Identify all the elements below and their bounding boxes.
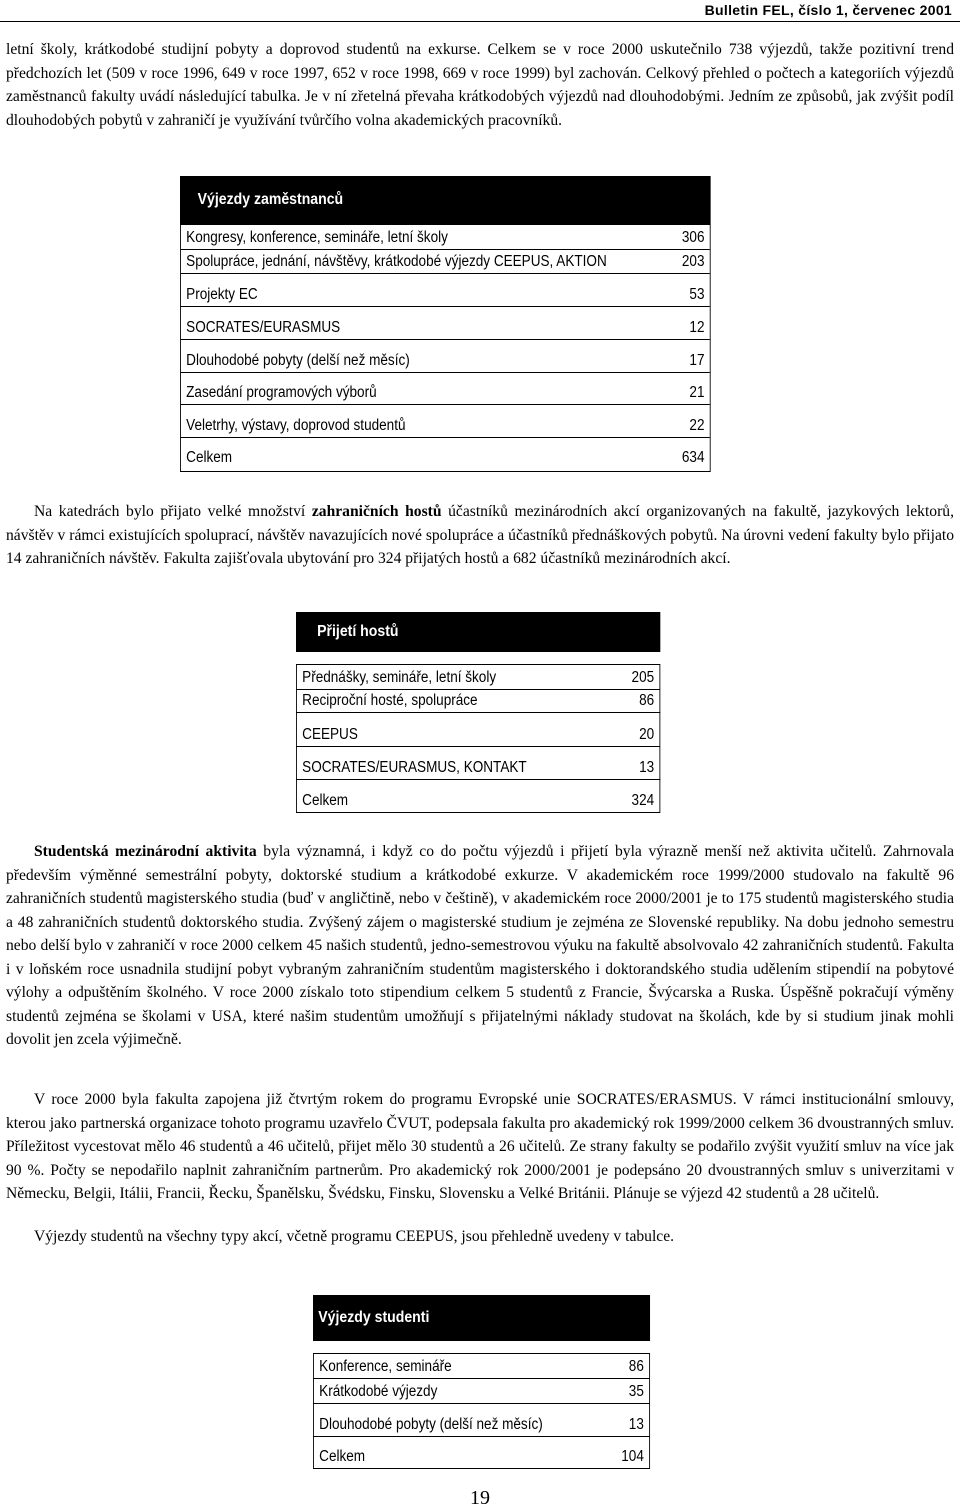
- table-row: [181, 373, 710, 405]
- table-row-total: [296, 779, 660, 813]
- table-staff-body: [180, 224, 711, 472]
- header-rule: [0, 21, 960, 22]
- table-hosts-title: Přijetí hostů: [296, 612, 660, 652]
- row-value: 12: [689, 319, 705, 336]
- running-header: Bulletin FEL, číslo 1, červenec 2001: [704, 2, 952, 18]
- table-row: [181, 250, 710, 274]
- page-number: 19: [470, 1487, 490, 1509]
- table-row: [181, 405, 710, 438]
- bold-hosts: zahraničních hostů: [311, 503, 442, 520]
- table-staff-title: Výjezdy zaměstnanců: [180, 176, 711, 224]
- table-row: [296, 690, 660, 713]
- row-value: 324: [631, 792, 655, 809]
- row-label: CEEPUS: [302, 726, 358, 743]
- row-value: 86: [639, 692, 655, 709]
- paragraph-student-trips: Výjezdy studentů na všechny typy akcí, včetně programu CEEPUS, jsou přehledně uvedeny v tabulce.: [34, 1228, 675, 1245]
- paragraph-socrates: V roce 2000 byla fakulta zapojena již čtvrtým rokem do programu Evropské unie SOCRATES/ERASMUS. V rámci institucionální smlouvy, kterou jako partnerská organizace tohoto programu uzavřelo ČVUT, podepsala fakulta pro akademický rok 1999/2000 celkem 36 dvoustranných smluv. Příležitost vycestovat mělo 46 studentů a 46 učitelů, přijet mělo 30 studentů a 26 učitelů. Ze strany fakulty se podařilo zvýšit využití smluv na více jak 90 %. Počty se nepodařilo naplnit zahraničním partnerům. Pro akademický rok 2000/2001 je podepsáno 20 dvoustranných smluv s univerzitami v Německu, Belgii, Itálii, Francii, Řecku, Španělsku, Švédsku, Finsku, Slovensku a Velké Británii. Plánuje se výjezd 42 studentů a 28 učitelů.: [6, 1091, 954, 1202]
- row-value: 203: [681, 253, 705, 270]
- table-row: [313, 1403, 650, 1437]
- row-label: Konference, semináře: [319, 1358, 452, 1375]
- table-hosts: [296, 612, 660, 813]
- row-value: 13: [639, 759, 655, 776]
- row-label: SOCRATES/EURASMUS, KONTAKT: [302, 759, 527, 776]
- row-label: Kongresy, konference, semináře, letní školy: [186, 229, 448, 246]
- table-row: [181, 274, 710, 307]
- row-value: 306: [681, 229, 705, 246]
- table-row-total: [313, 1436, 650, 1469]
- row-label: Přednášky, semináře, letní školy: [302, 669, 497, 686]
- table-row: [313, 1379, 650, 1403]
- row-label: Reciproční hosté, spolupráce: [302, 692, 478, 709]
- row-label: Krátkodobé výjezdy: [319, 1383, 438, 1400]
- table-row: [296, 713, 660, 746]
- table-row-total: [181, 438, 710, 471]
- row-label: Zasedání programových výborů: [186, 384, 377, 401]
- table-staff-trips: [180, 176, 711, 472]
- table-students-title: Výjezdy studenti: [313, 1295, 650, 1341]
- row-label: Spolupráce, jednání, návštěvy, krátkodobé výjezdy CEEPUS, AKTION: [186, 253, 607, 270]
- row-value: 20: [639, 726, 655, 743]
- row-value: 21: [689, 384, 705, 401]
- table-student-trips: [313, 1295, 650, 1469]
- paragraph-intro: letní školy, krátkodobé studijní pobyty a doprovod studentů na exkurse. Celkem se v roce 2000 uskutečnilo 738 výjezdů, takže pozitivní trend předchozích let (509 v roce 1996, 649 v roce 1997, 652 v roce 1998, 669 v roce 1999) byl zachován. Celkový přehled o počtech a kategoriích výjezdů zaměstnanců fakulty uvádí následující tabulka. Je v ní zřetelná převaha krátkodobých výjezdů nad dlouhodobými. Jedním ze způsobů, jak zvýšit podíl dlouhodobých pobytů v zahraničí je využívání tvůrčího volna akademických pracovníků.: [6, 41, 954, 129]
- row-label: Celkem: [302, 792, 349, 809]
- row-label: SOCRATES/EURASMUS: [186, 319, 341, 336]
- row-value: 22: [689, 417, 705, 434]
- row-label: Dlouhodobé pobyty (delší než měsíc): [319, 1416, 543, 1433]
- row-label: Veletrhy, výstavy, doprovod studentů: [186, 417, 406, 434]
- row-value: 104: [621, 1448, 644, 1465]
- row-value: 17: [689, 352, 705, 369]
- row-label: Projekty EC: [186, 286, 258, 303]
- bold-student-activity: Studentská mezinárodní aktivita: [34, 843, 257, 860]
- row-value: 35: [628, 1383, 644, 1400]
- table-row: [181, 340, 710, 373]
- row-label: Celkem: [319, 1448, 366, 1465]
- row-value: 53: [689, 286, 705, 303]
- paragraph-students: Studentská mezinárodní aktivita byla významná, i když co do počtu výjezdů i přijetí byla výrazně menší než aktivita učitelů. Zahrnovala především výměnné semestrální pobyty, doktorské studium a krátkodobé exkurze. V akademickém roce 1999/2000 studovalo na fakultě 96 zahraničních studentů magisterského studia (buď v angličtině, nebo v češtině), v akademickém roce 2000/2001 je to 175 studentů magisterského studia a 48 zahraničních studentů doktorského studia. Zvýšený zájem o magisterské studium je zejména ze Slovenské republiky. Na dobu jednoho semestru nebo delší bylo v zahraničí v roce 2000 celkem 45 našich studentů, jedno-semestrovou výuku na fakultě absolvovalo 42 zahraničních studentů. Fakulta i v loňském roce usnadnila studijní pobyt vybraným zahraničním studentům magisterského i doktorandského studia udělením stipendií na pobytové výlohy a odpuštěním školného. V roce 2000 získalo toto stipendium celkem 5 studentů z Francie, Švýcarska a Ruska. Úspěšně pokračují výměny studentů zejména se školami v USA, které našim studentům umožňují s přijatelnými náklady studovat na školách, kde by si studium jinak mohli dovolit jen zcela výjimečně.: [6, 843, 954, 1048]
- table-row: [181, 225, 710, 250]
- paragraph-hosts: Na katedrách bylo přijato velké množství zahraničních hostů účastníků mezinárodních akcí organizovaných na fakultě, jazykových lektorů, návštěv v rámci existujících spoluprací, návštěv navazujících nové spolupráce a účastníků přednáškových pobytů. Na úrovni vedení fakulty bylo přijato 14 zahraničních návštěv. Fakulta zajišťovala ubytování pro 324 přijatých hostů a 682 účastníků mezinárodních akcí.: [6, 503, 954, 567]
- row-value: 205: [631, 669, 655, 686]
- table-row: [296, 746, 660, 780]
- row-value: 86: [628, 1358, 644, 1375]
- row-value: 634: [681, 449, 705, 466]
- table-row: [296, 664, 660, 690]
- row-label: Celkem: [186, 449, 233, 466]
- row-label: Dlouhodobé pobyty (delší než měsíc): [186, 352, 410, 369]
- table-row: [313, 1353, 650, 1379]
- row-value: 13: [628, 1416, 644, 1433]
- table-row: [181, 307, 710, 340]
